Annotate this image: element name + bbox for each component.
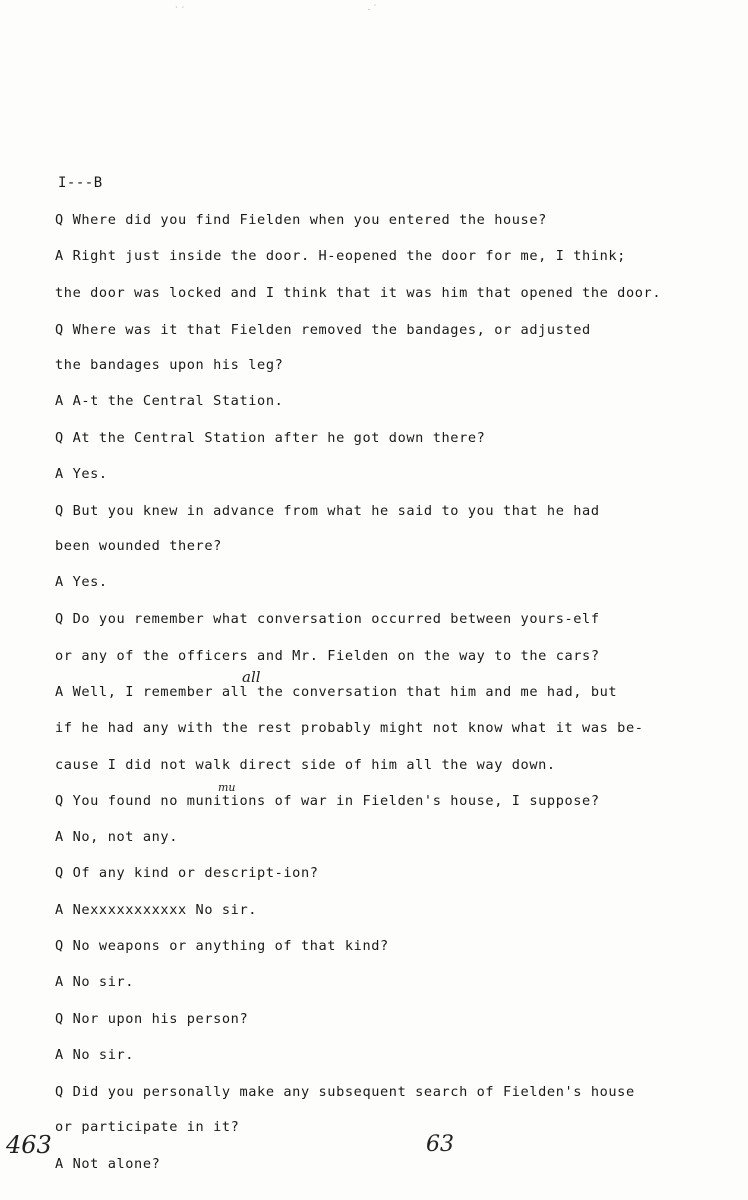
transcript-line: A No sir. xyxy=(55,1047,135,1063)
transcript-line: A Yes. xyxy=(55,466,108,482)
transcript-line: cause I did not walk direct side of him all the way down. xyxy=(55,757,556,773)
transcript-line: Q But you knew in advance from what he said to you that he had xyxy=(55,503,600,519)
transcript-line: A A-t the Central Station. xyxy=(55,393,284,409)
transcript-line: Q Where was it that Fielden removed the bandages, or adjusted xyxy=(55,322,591,338)
transcript-line: the bandages upon his leg? xyxy=(55,357,284,373)
transcript-line: Q No weapons or anything of that kind? xyxy=(55,938,389,954)
transcript-line: Q You found no munitions of war in Fielden's house, I suppose? xyxy=(55,793,600,809)
transcript-line: if he had any with the rest probably might not know what it was be- xyxy=(55,720,644,736)
transcript-line: Q At the Central Station after he got down there? xyxy=(55,430,486,446)
handwritten-correction-all: all xyxy=(242,668,261,686)
scan-mark: ˗ˊ xyxy=(366,4,379,15)
transcript-line: or any of the officers and Mr. Fielden on the way to the cars? xyxy=(55,648,600,664)
section-header: I---B xyxy=(58,175,103,191)
transcript-line: the door was locked and I think that it was him that opened the door. xyxy=(55,285,662,301)
transcript-line: A Well, I remember all the conversation that him and me had, but xyxy=(55,684,618,700)
transcript-line: been wounded there? xyxy=(55,538,222,554)
transcript-line: A Nexxxxxxxxxxx No sir. xyxy=(55,902,258,918)
scan-mark: ˋˊ xyxy=(174,6,187,17)
page-number-right: 63 xyxy=(426,1132,454,1157)
transcript-line: or participate in it? xyxy=(55,1119,240,1135)
transcript-line: A Right just inside the door. H-eopened the door for me, I think; xyxy=(55,248,626,264)
handwritten-correction-mu: mu xyxy=(218,781,236,794)
transcript-line: Q Of any kind or descript-ion? xyxy=(55,865,319,881)
transcript-line: A Not alone? xyxy=(55,1156,161,1172)
transcript-line: A Yes. xyxy=(55,574,108,590)
transcript-line: Q Where did you find Fielden when you entered the house? xyxy=(55,212,547,228)
transcript-line: A No sir. xyxy=(55,974,135,990)
transcript-line: Q Do you remember what conversation occurred between yours-elf xyxy=(55,611,600,627)
transcript-line: Q Nor upon his person? xyxy=(55,1011,249,1027)
transcript-line: Q Did you personally make any subsequent search of Fielden's house xyxy=(55,1084,635,1100)
page-number-left: 463 xyxy=(6,1131,52,1159)
transcript-line: A No, not any. xyxy=(55,829,178,845)
